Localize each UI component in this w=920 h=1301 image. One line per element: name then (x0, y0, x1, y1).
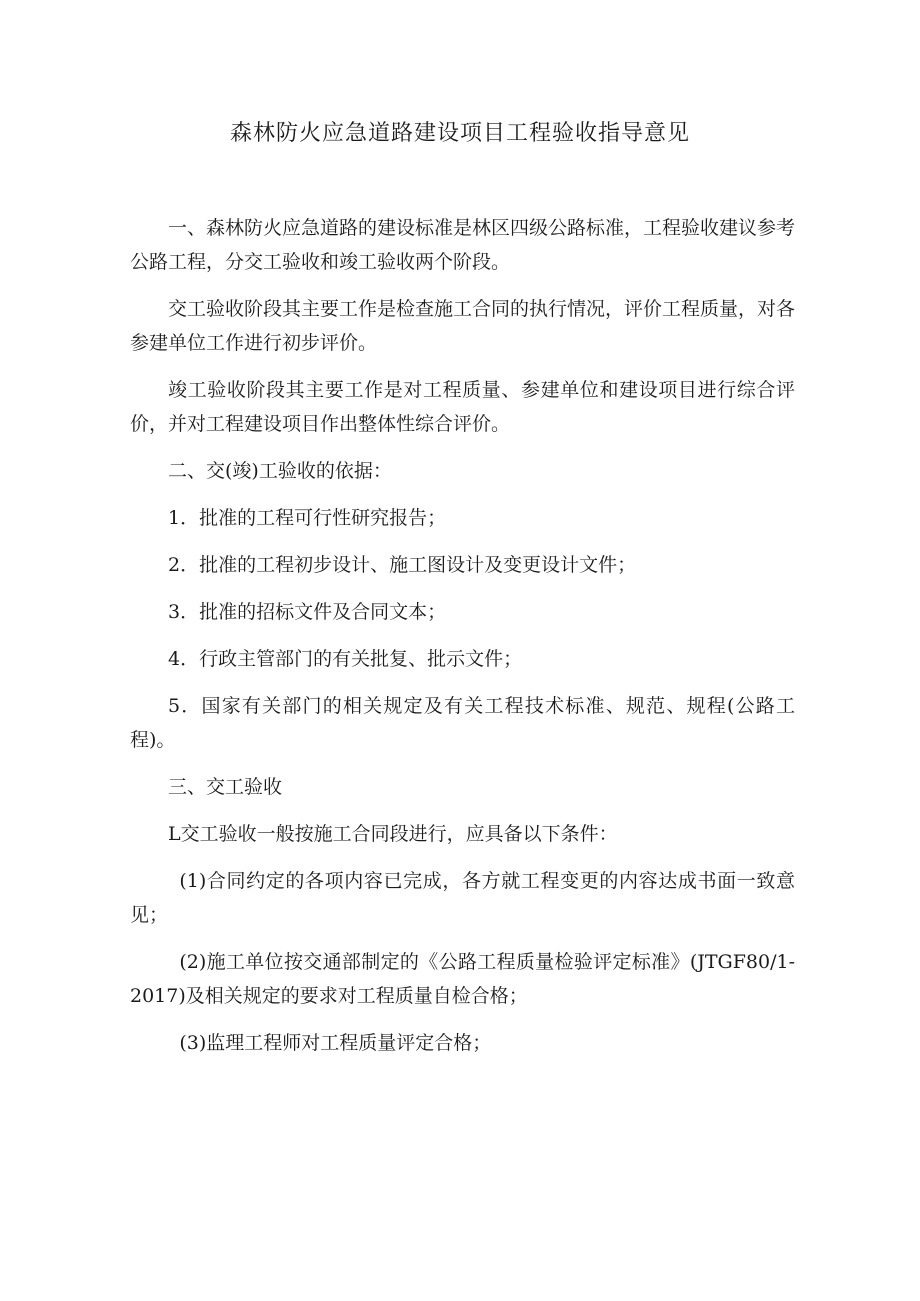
paragraph-section-1: 一、森林防火应急道路的建设标准是林区四级公路标准，工程验收建议参考公路工程，分交工验收和竣工验收两个阶段。 (130, 217, 796, 273)
paragraph-section-2-heading: 二、交(竣)工验收的依据： (168, 460, 392, 482)
paragraph-handover-stage: 交工验收阶段其主要工作是检查施工合同的执行情况，评价工程质量，对各参建单位工作进行初步评价。 (130, 298, 796, 354)
list-item-basis-5: 5．国家有关部门的相关规定及有关工程技术标准、规范、规程(公路工程)。 (130, 695, 795, 751)
paragraph-completion-stage: 竣工验收阶段其主要工作是对工程质量、参建单位和建设项目进行综合评价，并对工程建设项目作出整体性综合评价。 (130, 379, 795, 435)
list-item-basis-3: 3．批准的招标文件及合同文本； (168, 601, 447, 623)
document-body (130, 211, 795, 1060)
list-item-basis-4: 4．行政主管部门的有关批复、批示文件； (168, 648, 523, 670)
paragraph-handover-conditions: L交工验收一般按施工合同段进行，应具备以下条件： (168, 823, 618, 845)
list-item-basis-2: 2．批准的工程初步设计、施工图设计及变更设计文件； (168, 554, 637, 576)
document-title: 森林防火应急道路建设项目工程验收指导意见 (229, 121, 690, 146)
list-item-condition-2: (2)施工单位按交通部制定的《公路工程质量检验评定标准》(JTGF80/1-2017)及相关规定的要求对工程质量自检合格； (130, 951, 795, 1007)
paragraph-section-3-heading: 三、交工验收 (168, 776, 283, 798)
list-item-condition-1: (1)合同约定的各项内容已完成，各方就工程变更的内容达成书面一致意见； (130, 870, 795, 926)
list-item-basis-1: 1．批准的工程可行性研究报告； (168, 507, 447, 529)
list-item-condition-3: (3)监理工程师对工程质量评定合格； (179, 1032, 492, 1054)
